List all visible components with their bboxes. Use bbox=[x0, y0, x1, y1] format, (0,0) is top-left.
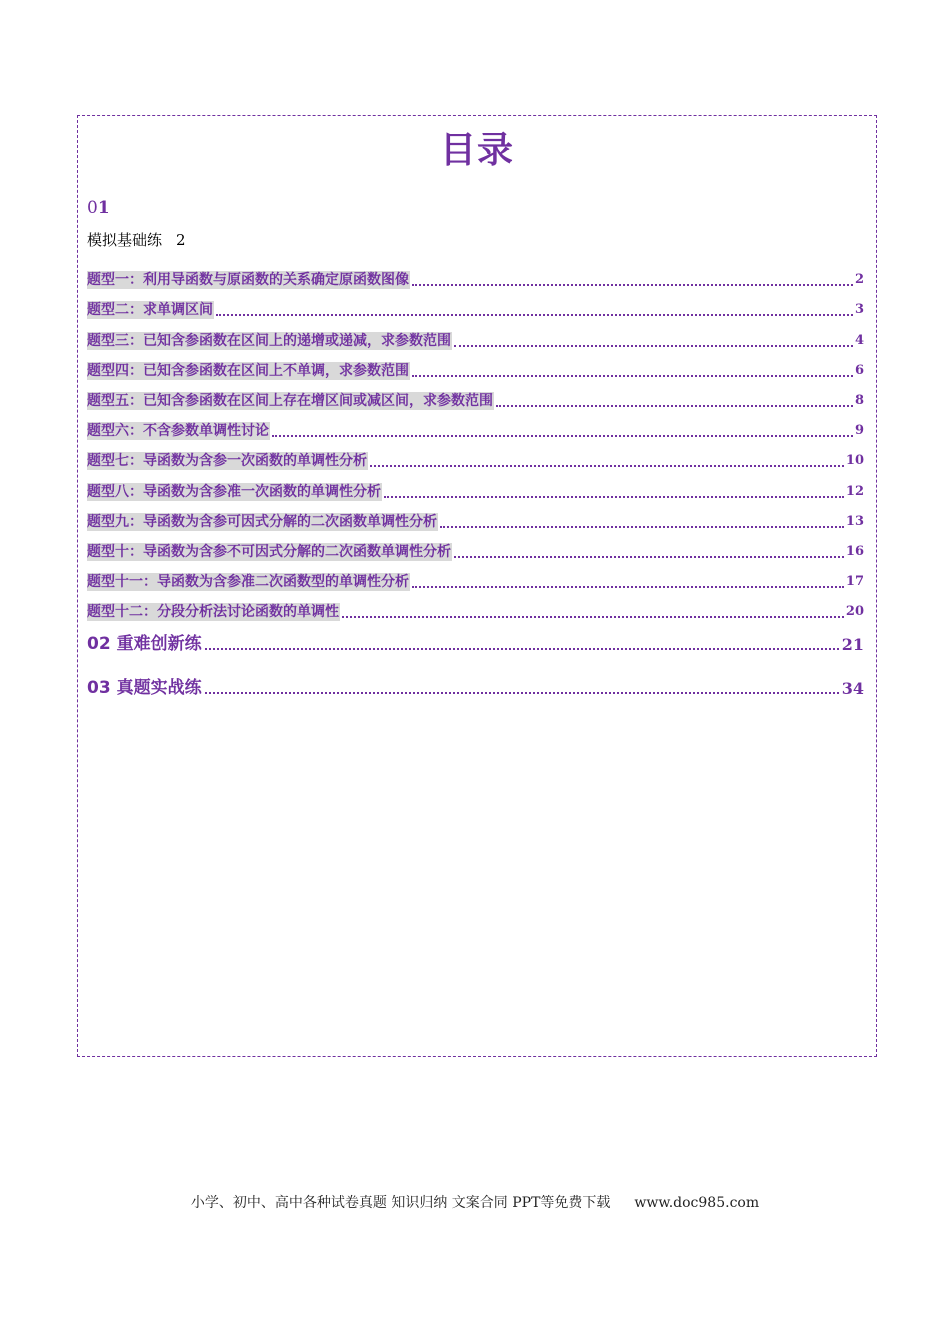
toc-entry-9[interactable] bbox=[87, 501, 864, 531]
toc-section-03[interactable] bbox=[87, 673, 864, 698]
toc-entry-label: 题型十：导函数为含参不可因式分解的二次函数单调性分析 bbox=[87, 543, 451, 560]
subsection-page: 2 bbox=[176, 231, 186, 249]
toc-entry-7[interactable] bbox=[87, 440, 864, 470]
page-footer bbox=[0, 1192, 950, 1212]
toc-frame bbox=[77, 115, 877, 1057]
page-title: 目录 bbox=[439, 130, 514, 171]
toc-entry-label: 题型四：已知含参函数在区间上不单调，求参数范围 bbox=[87, 362, 409, 379]
leader-dots bbox=[342, 616, 844, 618]
toc-entry-3[interactable] bbox=[87, 319, 864, 349]
toc-list bbox=[87, 259, 864, 621]
toc-entry-page: 9 bbox=[854, 423, 864, 439]
toc-entry-page: 13 bbox=[845, 513, 864, 529]
toc-entry-1[interactable] bbox=[87, 259, 864, 289]
toc-entry-page: 16 bbox=[845, 543, 864, 559]
toc-entry-page: 10 bbox=[845, 453, 864, 469]
toc-entry-page: 6 bbox=[854, 362, 864, 378]
section-02-page: 21 bbox=[841, 635, 864, 654]
section-03-page: 34 bbox=[841, 679, 864, 698]
leader-dots bbox=[412, 284, 853, 286]
footer-url[interactable]: www.doc985.com bbox=[634, 1195, 760, 1211]
toc-entry-2[interactable] bbox=[87, 289, 864, 319]
leader-dots bbox=[272, 435, 853, 437]
toc-entry-page: 17 bbox=[845, 574, 864, 590]
toc-entry-label: 题型六：不含参数单调性讨论 bbox=[87, 423, 269, 440]
leader-dots bbox=[412, 586, 844, 588]
subsection-label: 模拟基础练 bbox=[87, 231, 163, 249]
leader-dots bbox=[440, 526, 844, 528]
leader-dots bbox=[496, 405, 853, 407]
toc-entry-4[interactable] bbox=[87, 350, 864, 380]
footer-text: 小学、初中、高中各种试卷真题 知识归纳 文案合同 PPT等免费下载 bbox=[190, 1195, 611, 1211]
section-01-prefix: 0 bbox=[87, 198, 98, 218]
toc-entry-11[interactable] bbox=[87, 561, 864, 591]
section-03-label: 03 真题实战练 bbox=[87, 678, 202, 698]
section-01-heading bbox=[87, 198, 110, 218]
toc-entry-label: 题型九：导函数为含参可因式分解的二次函数单调性分析 bbox=[87, 513, 437, 530]
toc-entry-5[interactable] bbox=[87, 380, 864, 410]
toc-entry-10[interactable] bbox=[87, 531, 864, 561]
toc-entry-label: 题型八：导函数为含参准一次函数的单调性分析 bbox=[87, 483, 381, 500]
leader-dots bbox=[454, 556, 844, 558]
toc-entry-page: 12 bbox=[845, 483, 864, 499]
toc-entry-12[interactable] bbox=[87, 591, 864, 621]
toc-entry-label: 题型七：导函数为含参一次函数的单调性分析 bbox=[87, 453, 367, 470]
section-01-num: 1 bbox=[97, 198, 110, 218]
toc-entry-page: 4 bbox=[854, 332, 864, 348]
leader-dots bbox=[384, 496, 844, 498]
section-02-label: 02 重难创新练 bbox=[87, 634, 202, 654]
toc-entry-page: 3 bbox=[854, 302, 864, 318]
toc-entry-8[interactable] bbox=[87, 470, 864, 500]
leader-dots bbox=[205, 648, 839, 650]
leader-dots bbox=[454, 345, 853, 347]
toc-entry-label: 题型三：已知含参函数在区间上的递增或递减，求参数范围 bbox=[87, 332, 451, 349]
toc-entry-label: 题型十二：分段分析法讨论函数的单调性 bbox=[87, 604, 339, 621]
leader-dots bbox=[205, 692, 839, 694]
leader-dots bbox=[412, 375, 853, 377]
toc-entry-label: 题型五：已知含参函数在区间上存在增区间或减区间，求参数范围 bbox=[87, 392, 493, 409]
subsection-heading bbox=[87, 229, 186, 250]
toc-entry-page: 20 bbox=[845, 604, 864, 620]
leader-dots bbox=[370, 465, 844, 467]
toc-entry-label: 题型十一：导函数为含参准二次函数型的单调性分析 bbox=[87, 574, 409, 591]
toc-entry-page: 2 bbox=[854, 272, 864, 288]
toc-section-02[interactable] bbox=[87, 629, 864, 654]
toc-entry-6[interactable] bbox=[87, 410, 864, 440]
toc-entry-label: 题型一：利用导函数与原函数的关系确定原函数图像 bbox=[87, 272, 409, 289]
leader-dots bbox=[216, 314, 853, 316]
toc-entry-page: 8 bbox=[854, 392, 864, 408]
toc-entry-label: 题型二：求单调区间 bbox=[87, 302, 213, 319]
